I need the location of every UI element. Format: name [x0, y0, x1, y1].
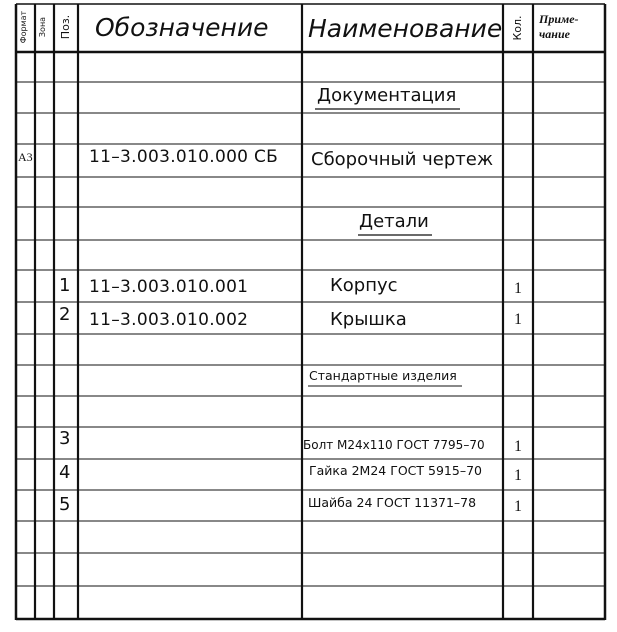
- header-position: Поз.: [59, 14, 72, 40]
- header-note-line2: чание: [539, 27, 570, 41]
- std3-position: 5: [59, 494, 71, 515]
- section-documentation: Документация: [317, 85, 457, 106]
- header-designation: Обозначение: [95, 13, 269, 42]
- std2-name: Гайка 2М24 ГОСТ 5915–70: [309, 463, 482, 478]
- part1-quantity: 1: [514, 280, 522, 297]
- std2-position: 4: [59, 462, 71, 483]
- section-parts: Детали: [359, 211, 429, 232]
- std3-name: Шайба 24 ГОСТ 11371–78: [308, 495, 477, 510]
- header-format: Формат: [19, 10, 28, 44]
- header-quantity: Кол.: [511, 15, 524, 41]
- std1-quantity: 1: [514, 438, 522, 455]
- header-zone: Зона: [38, 16, 47, 38]
- assembly-name: Сборочный чертеж: [311, 149, 494, 170]
- assembly-code: 11–3.003.010.000 СБ: [89, 147, 279, 167]
- section-standard-items: Стандартные изделия: [309, 368, 457, 383]
- part1-name: Корпус: [330, 275, 398, 296]
- header-name: Наименование: [308, 14, 503, 43]
- part1-position: 1: [59, 275, 71, 296]
- part2-quantity: 1: [514, 311, 522, 328]
- std3-quantity: 1: [514, 498, 522, 515]
- header-note-line1: Приме-: [539, 12, 579, 26]
- part2-name: Крышка: [330, 309, 407, 330]
- assembly-format: А3: [18, 150, 33, 164]
- part1-code: 11–3.003.010.001: [89, 277, 249, 297]
- std1-position: 3: [59, 428, 71, 449]
- part2-position: 2: [59, 304, 71, 325]
- std2-quantity: 1: [514, 467, 522, 484]
- part2-code: 11–3.003.010.002: [89, 310, 249, 330]
- std1-name: Болт М24х110 ГОСТ 7795–70: [303, 438, 485, 452]
